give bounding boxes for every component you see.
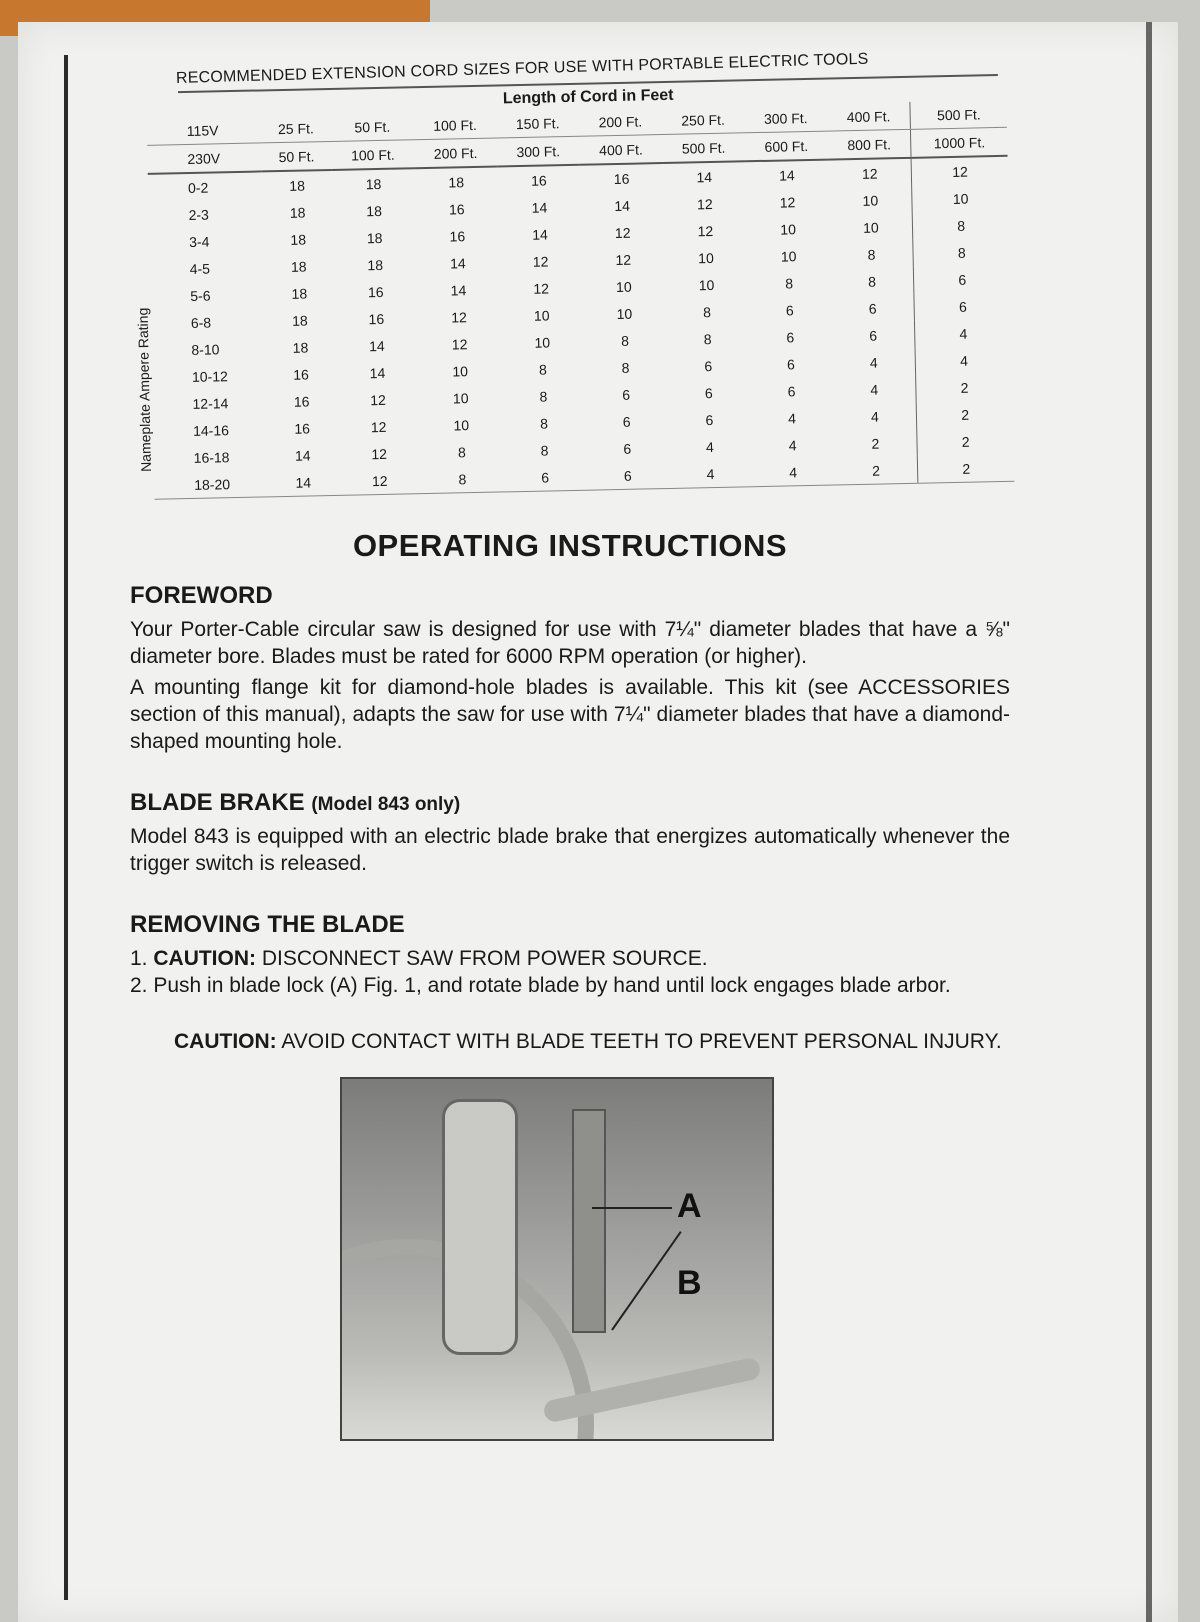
table-cell: 500 Ft. <box>910 100 1007 130</box>
row-label-cell: 6-8 <box>190 314 212 331</box>
table-cell: 12 <box>779 193 796 211</box>
step-2 <box>130 972 1010 999</box>
rating-rows <box>148 156 1015 499</box>
table-cell: 4 <box>915 346 1012 375</box>
table-cell: 16 <box>530 171 547 189</box>
table-cell: 1000 Ft. <box>911 127 1008 158</box>
table-cell: 6 <box>914 265 1011 294</box>
table-cell: 250 Ft. <box>661 105 744 134</box>
caution-block <box>174 1029 1010 1055</box>
table-cell: 12 <box>532 252 549 270</box>
table-cell: 12 <box>451 308 467 325</box>
row-label-cell: 115V <box>147 115 262 145</box>
table-cell: 8 <box>913 238 1010 267</box>
row-label-cell: 10-12 <box>191 367 228 385</box>
table-cell: 2 <box>917 427 1014 456</box>
table-cell: 4 <box>870 381 879 398</box>
page-content <box>130 50 1010 1441</box>
step-2-text: Push in blade lock (A) Fig. 1, and rotate blade by hand until lock engages blade arbor. <box>153 974 951 997</box>
row-label-cell: 4-5 <box>189 260 211 277</box>
table-cell: 6 <box>705 411 714 428</box>
table-cell: 18 <box>289 204 306 221</box>
table-cell: 8 <box>620 332 630 349</box>
table-cell: 2 <box>917 400 1014 429</box>
table-cell: 6 <box>868 300 877 317</box>
table-cell: 18 <box>448 173 465 191</box>
table-cell: 8 <box>621 359 630 376</box>
table-cell: 6 <box>503 463 586 492</box>
table-cell: 10 <box>862 192 879 209</box>
table-cell: 50 Ft. <box>261 141 332 171</box>
table-cell: 4 <box>705 438 714 455</box>
table-cell: 600 Ft. <box>745 131 828 161</box>
table-cell: 6 <box>704 384 713 401</box>
table-cell: 12 <box>615 251 632 268</box>
table-cell: 4 <box>869 354 878 371</box>
step-1-text: DISCONNECT SAW FROM POWER SOURCE. <box>261 947 708 970</box>
side-label: Nameplate Ampere Rating <box>134 307 154 473</box>
table-cell: 200 Ft. <box>414 138 497 168</box>
table-cell: 8 <box>539 414 549 432</box>
caution-text: AVOID CONTACT WITH BLADE TEETH TO PREVENT PERSONAL INJURY. <box>281 1030 1002 1053</box>
table-cell: 10 <box>616 305 633 322</box>
table-cell: 6 <box>869 327 878 344</box>
table-cell: 8 <box>703 330 712 347</box>
table-cell: 18 <box>366 229 383 246</box>
row-label-cell: 0-2 <box>187 179 209 196</box>
blade-brake-paragraph: Model 843 is equipped with an electric blade brake that energizes automatically whenever the trigger switch is released. <box>130 825 1010 875</box>
table-cell: 14 <box>449 254 466 271</box>
table-cell: 500 Ft. <box>662 133 745 163</box>
table-cell: 300 Ft. <box>497 136 580 166</box>
table-cell: 12 <box>370 391 387 408</box>
table-cell: 10 <box>912 184 1009 213</box>
step-1 <box>130 945 1010 972</box>
table-cell: 18 <box>365 175 382 192</box>
table-cell: 4 <box>752 457 835 486</box>
table-cell: 16 <box>613 170 630 187</box>
table-cell: 16 <box>294 419 311 437</box>
table-cell: 18 <box>290 258 307 275</box>
table-cell: 6 <box>914 292 1011 321</box>
step-2-number: 2. <box>130 974 148 997</box>
table-cell: 8 <box>538 361 547 378</box>
table-cell: 14 <box>294 446 311 464</box>
table-cell: 10 <box>780 247 797 265</box>
table-cell: 10 <box>453 416 470 433</box>
page-edge <box>1146 22 1152 1622</box>
table-cell: 12 <box>696 195 713 212</box>
table-cell: 4 <box>915 319 1012 348</box>
table-cell: 14 <box>614 197 631 214</box>
table-cell: 2 <box>834 456 918 485</box>
table-cell: 12 <box>451 335 468 352</box>
table-cell: 400 Ft. <box>579 135 662 165</box>
table-cell: 14 <box>531 198 548 216</box>
blade-brake-heading <box>130 789 1010 817</box>
row-label-cell: 12-14 <box>192 394 229 412</box>
table-cell: 16 <box>293 392 310 410</box>
table-cell: 12 <box>533 279 550 297</box>
table-cell: 8 <box>913 211 1010 240</box>
table-cell: 200 Ft. <box>579 107 662 136</box>
table-cell: 14 <box>369 364 386 381</box>
table-title: RECOMMENDED EXTENSION CORD SIZES FOR USE WITH PORTABLE ELECTRIC TOOLS <box>175 50 869 87</box>
table-cell: 10 <box>780 220 797 238</box>
table-cell: 12 <box>861 165 878 182</box>
callout-b: B <box>677 1264 702 1302</box>
callout-a: A <box>677 1187 702 1225</box>
saw-body-shape <box>442 1099 518 1355</box>
table-cell: 8 <box>457 443 466 460</box>
table-cell: 6 <box>786 355 795 372</box>
table-cell: 4 <box>787 409 797 426</box>
table-cell: 100 Ft. <box>413 111 496 140</box>
table-cell: 10 <box>533 306 550 324</box>
table-cell: 12 <box>371 445 388 462</box>
table-cell: 10 <box>698 249 714 266</box>
table-cell: 8 <box>540 441 549 459</box>
blade-brake-section <box>130 789 1010 877</box>
table-cell: 6 <box>622 413 631 430</box>
foreword-heading: FOREWORD <box>130 582 273 609</box>
saw-guard-shape <box>572 1109 606 1333</box>
table-cell: 8 <box>867 246 876 263</box>
table-cell: 4 <box>669 459 752 488</box>
step-1-caution: CAUTION: <box>153 947 257 970</box>
table-cell: 150 Ft. <box>496 109 579 138</box>
table-cell: 12 <box>911 156 1008 186</box>
row-label-cell: 14-16 <box>192 421 230 439</box>
table-cell: 16 <box>367 283 384 300</box>
table-cell: 10 <box>698 276 715 293</box>
table-cell: 8 <box>421 464 504 493</box>
table-cell: 16 <box>293 365 310 383</box>
table-cell: 18 <box>290 231 307 248</box>
operating-instructions-title: OPERATING INSTRUCTIONS <box>352 528 788 563</box>
table-cell: 800 Ft. <box>827 129 911 159</box>
table-cell: 18 <box>366 202 383 219</box>
table-cell: 10 <box>452 389 469 406</box>
table-cell: 10 <box>862 219 879 236</box>
table-cell: 16 <box>449 227 466 245</box>
row-label-cell: 5-6 <box>190 287 211 304</box>
foreword-paragraph-1: Your Porter-Cable circular saw is designed for use with 7¼" diameter blades that have a ⅝" diameter bore. Blades must be rated for 6000 RPM operation (or higher). <box>130 618 1010 668</box>
table-cell: 6 <box>787 382 796 399</box>
table-cell: 14 <box>268 468 339 497</box>
table-cell: 8 <box>703 303 712 320</box>
table-cell: 10 <box>534 333 551 351</box>
table-cell: 18 <box>291 285 308 302</box>
table-cell: 6 <box>586 461 669 490</box>
table-cell: 2 <box>916 373 1013 402</box>
extension-cord-table <box>134 74 1006 500</box>
table-cell: 8 <box>539 387 548 405</box>
table-cell: 2 <box>918 454 1015 484</box>
table-cell: 6 <box>622 386 631 403</box>
blade-brake-model-note: (Model 843 only) <box>311 794 461 815</box>
table-cell: 14 <box>368 337 385 354</box>
blade-brake-title: BLADE BRAKE <box>130 789 305 816</box>
row-label-cell: 8-10 <box>191 340 220 358</box>
table-cell: 12 <box>614 224 631 241</box>
row-label-cell: 18-20 <box>154 469 269 499</box>
table-cell: 4 <box>870 408 879 425</box>
table-cell: 18 <box>367 256 384 273</box>
row-label-cell: 230V <box>147 143 262 174</box>
table-cell: 14 <box>696 168 713 185</box>
table-cell: 8 <box>867 273 877 290</box>
table-cell: 16 <box>448 200 465 218</box>
table-cell: 14 <box>450 281 467 298</box>
foreword-paragraph-2: A mounting flange kit for diamond-hole blades is available. This kit (see ACCESSORIES section of this manual), adapts the saw for use with 7¼" diameter blades that have a diamond-shaped mounting hole. <box>130 676 1010 753</box>
table-cell: 14 <box>778 166 795 184</box>
table-cell: 6 <box>786 328 795 345</box>
length-header: Length of Cord in Feet <box>178 74 998 117</box>
table-cell: 10 <box>615 278 632 295</box>
removing-blade-heading: REMOVING THE BLADE <box>130 911 405 938</box>
foreword-section <box>130 582 1010 755</box>
table-cell: 16 <box>368 310 385 327</box>
row-label-cell: 16-18 <box>193 448 230 466</box>
table-cell: 6 <box>785 301 794 318</box>
table-cell: 18 <box>292 338 309 356</box>
table-cell: 10 <box>452 362 469 379</box>
table-cell: 50 Ft. <box>331 112 414 141</box>
callout-line-a <box>592 1207 672 1209</box>
caution-label: CAUTION: <box>174 1030 277 1053</box>
binder-edge <box>64 55 68 1600</box>
table-cell: 6 <box>623 440 632 457</box>
table-cell: 300 Ft. <box>744 104 827 133</box>
cord-size-table <box>147 100 1015 500</box>
table-cell: 18 <box>289 177 306 194</box>
table-cell: 12 <box>338 466 421 495</box>
table-cell: 18 <box>291 311 308 329</box>
step-1-number: 1. <box>130 947 148 970</box>
table-cell: 12 <box>697 222 714 239</box>
table-cell: 100 Ft. <box>331 140 414 170</box>
table-cell: 8 <box>785 274 794 291</box>
row-label-cell: 2-3 <box>188 206 209 223</box>
figure-1 <box>340 1077 774 1441</box>
table-cell: 25 Ft. <box>261 114 332 143</box>
removing-blade-section <box>130 911 1010 1055</box>
table-cell: 14 <box>532 225 548 243</box>
row-label-cell: 3-4 <box>188 233 210 250</box>
table-cell: 2 <box>871 435 880 452</box>
table-cell: 12 <box>370 418 387 435</box>
table-cell: 6 <box>704 357 713 374</box>
table-cell: 4 <box>788 436 797 453</box>
table-cell: 400 Ft. <box>827 102 911 131</box>
